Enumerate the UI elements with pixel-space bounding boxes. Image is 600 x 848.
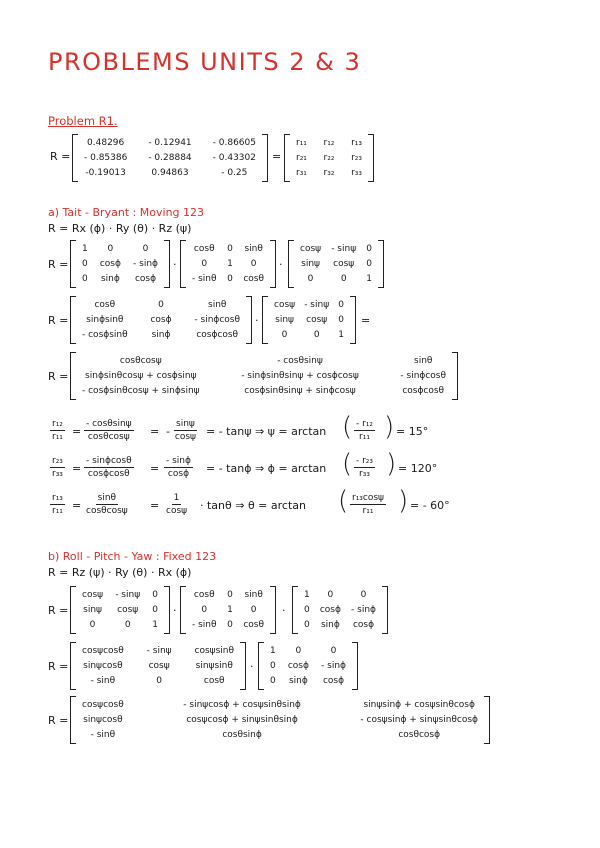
left-bracket [180,240,186,288]
matrix-cell: cosϕ [150,314,172,325]
left-bracket [70,642,76,690]
left-bracket [262,296,268,344]
matrix-cell: r₂₁ [296,152,307,163]
matrix-cell: 0 [201,604,208,615]
eq2-fraction-trig: $\frac{- \sin\phi\cos\theta}{\cos\phi\cos\theta}$ [86,456,132,479]
matrix-cell: sinθ [208,299,227,310]
matrix-cell: sinθ [414,355,433,366]
matrix-cell: cosψcosθ [82,645,124,656]
minus-sign: - [166,425,170,438]
equals-sign: = [72,425,82,438]
matrix-cell: 0.94863 [151,168,189,179]
eq2-result: = 120° [398,462,438,475]
part-a-rx-matrix [70,240,170,288]
matrix-cell: 1 [338,330,344,341]
matrix-cell: 0 [250,258,257,269]
matrix-cell: - sinθ [90,676,116,687]
matrix-cell: 1 [304,589,310,600]
given-matrix [72,134,268,182]
matrix-cell: cosθ [243,274,264,285]
eq3-arctan-argument: $\frac{\text{r₁₃cosψ}}{\text{r₁₁}}$ [352,493,384,516]
problem-label: Problem R1. [48,114,118,128]
right-bracket [352,642,358,690]
matrix-cell: - sinθ [90,730,116,741]
matrix-cell: cosψ [300,243,322,254]
right-paren: ) [384,412,395,442]
eq1-fraction-tan: $\frac{\sin\psi}{\cos\psi}$ [174,419,196,442]
matrix-cell: 0 [158,299,164,310]
left-bracket [70,296,76,344]
matrix-cell: 1 [227,604,233,615]
matrix-cell: 0 [307,274,314,285]
matrix-cell: 0 [227,620,233,631]
eq2-fraction-tan: $\frac{- \sin\phi}{\cos\phi}$ [166,456,191,479]
part-b-step2-label: R = [48,660,69,673]
matrix-cell: 0 [340,274,347,285]
part-a-ry-matrix [180,240,276,288]
matrix-cell: - 0.12941 [148,137,192,148]
matrix-cell: sinψ [275,314,294,325]
matrix-cell: 0 [338,314,344,325]
right-bracket [262,134,268,182]
eq3-fraction-r13-r11: $\frac{\text{r₁₃}}{\text{r₁₁}}$ [52,493,63,516]
r-element-matrix [284,134,374,182]
matrix-cell: cosϕ [134,274,157,285]
matrix-cell: cosψcosθ [82,699,124,710]
matrix-cell: cosθ [193,243,215,254]
eq1-result: = 15° [396,425,429,438]
left-bracket [180,586,186,634]
right-bracket [452,352,458,400]
matrix-cell: 1 [227,258,233,269]
left-bracket [72,134,78,182]
matrix-cell: 0 [270,676,276,687]
matrix-cell: sinϕ [100,274,120,285]
part-a-step2-label: R = [48,314,69,327]
matrix-cell: sinψcosθ [83,660,123,671]
matrix-cell: cosϕcosθ [196,330,239,341]
matrix-cell: cosψ [274,299,296,310]
matrix-cell: - sinϕ [133,258,158,269]
matrix-cell: cosθsinϕ [222,730,262,741]
matrix-cell: 0 [327,589,334,600]
matrix-cell: cosϕ [287,660,309,671]
part-b-rz-matrix [70,586,170,634]
left-bracket [70,696,76,744]
left-bracket [292,586,298,634]
left-bracket [258,642,264,690]
matrix-cell: sinψ [301,258,320,269]
matrix-cell: cosθ [94,299,116,310]
dot-operator: · [173,258,177,271]
left-paren: ( [338,486,349,516]
matrix-cell: - 0.86605 [212,137,256,148]
matrix-cell: 1 [270,645,276,656]
left-bracket [70,586,76,634]
right-bracket [382,586,388,634]
matrix-cell: cosϕ [99,258,121,269]
matrix-cell: 0 [304,604,310,615]
left-bracket [70,352,76,400]
part-a-formula: R = Rx (ϕ) · Ry (θ) · Rz (ψ) [48,222,192,235]
matrix-cell: cosθ [193,589,215,600]
matrix-cell: 0 [152,589,158,600]
matrix-cell: 1 [152,620,158,631]
matrix-cell: sinϕsinθcosψ + cosϕsinψ [85,370,197,381]
matrix-cell: r₁₂ [323,137,335,148]
matrix-cell: sinϕ [288,676,308,687]
matrix-cell: sinθ [244,589,263,600]
right-paren: ) [398,486,409,516]
matrix-cell: - cosϕsinθcosψ + sinϕsinψ [82,386,200,397]
eq3-tail: · tanθ ⇒ θ = arctan [200,499,306,512]
equals-sign: = [361,314,371,327]
eq2-fraction-r23-r33: $\frac{\text{r₂₃}}{\text{r₃₃}}$ [52,456,63,479]
page-title: PROBLEMS UNITS 2 & 3 [48,48,362,76]
left-bracket [70,240,76,288]
eq3-fraction-sec: $\frac{1}{\cos\psi}$ [166,493,188,516]
matrix-cell: r₃₂ [323,168,335,179]
matrix-cell: 0 [124,620,131,631]
right-bracket [368,134,374,182]
matrix-cell: cosθcosϕ [398,730,441,741]
equals-sign: = [72,462,82,475]
matrix-cell: - sinψ [115,589,141,600]
part-b-result-label: R = [48,714,69,727]
part-b-formula: R = Rz (ψ) · Ry (θ) · Rx (ϕ) [48,566,192,579]
matrix-cell: - sinψ [146,645,172,656]
matrix-cell: 0 [360,589,367,600]
part-b-step1-label: R = [48,604,69,617]
matrix-cell: - 0.43302 [212,152,256,163]
left-paren: ( [342,412,353,442]
matrix-cell: cosψ [306,314,328,325]
matrix-cell: cosψ [117,604,139,615]
matrix-cell: cosϕcosθ [402,386,445,397]
matrix-cell: 0 [201,258,208,269]
right-bracket [484,696,490,744]
right-bracket [164,240,170,288]
matrix-cell: sinϕ [320,620,340,631]
left-bracket [284,134,290,182]
right-bracket [240,642,246,690]
dot-operator: · [282,604,286,617]
equals-sign: = [72,499,82,512]
matrix-cell: 0 [270,660,276,671]
equals-sign: = [150,425,160,438]
part-a-rz-matrix-2 [262,296,356,344]
matrix-cell: - sinψcosϕ + cosψsinθsinϕ [183,699,301,710]
matrix-cell: sinθ [244,243,263,254]
dot-operator: · [255,314,259,327]
right-paren: ) [386,449,397,479]
matrix-cell: r₂₂ [323,152,335,163]
matrix-cell: sinψsinϕ + cosψsinθcosϕ [363,699,475,710]
matrix-cell: r₂₃ [351,152,362,163]
matrix-cell: 0 [227,274,233,285]
right-bracket [270,586,276,634]
matrix-cell: cosθcosψ [119,355,162,366]
matrix-cell: sinϕsinθ [86,314,124,325]
matrix-cell: - 0.85386 [84,152,128,163]
matrix-cell: sinϕ [151,330,171,341]
eq2-tail: = - tanϕ ⇒ ϕ = arctan [206,462,327,475]
matrix-cell: cosψcosϕ + sinψsinθsinϕ [186,714,298,725]
matrix-cell: cosθ [203,676,225,687]
matrix-cell: cosϕ [352,620,375,631]
matrix-cell: 0 [82,274,88,285]
part-a-step1-label: R = [48,258,69,271]
matrix-cell: cosθ [243,620,264,631]
dot-operator: · [173,604,177,617]
part-a-result-label: R = [48,370,69,383]
dot-operator: · [279,258,283,271]
matrix-cell: r₁₁ [296,137,307,148]
eq3-fraction-trig: $\frac{\sin\theta}{\cos\theta\cos\psi}$ [86,493,128,516]
matrix-cell: 0 [156,676,162,687]
matrix-cell: 1 [366,274,372,285]
matrix-cell: 0.48296 [87,137,125,148]
matrix-cell: 0 [227,243,233,254]
matrix-cell: 0 [338,299,344,310]
part-b-rx-matrix [292,586,388,634]
matrix-cell: r₃₁ [296,168,307,179]
matrix-cell: - sinθ [192,274,217,285]
left-bracket [288,240,294,288]
matrix-cell: cosϕ [319,604,341,615]
part-b-ry-matrix [180,586,276,634]
matrix-cell: - sinϕcosθ [194,314,240,325]
matrix-cell: - cosθsinψ [277,355,323,366]
matrix-cell: cosϕ [322,676,345,687]
matrix-cell: 0 [295,645,302,656]
left-paren: ( [342,449,353,479]
right-bracket [270,240,276,288]
equals-sign: = [150,499,160,512]
matrix-label: R = [50,150,71,163]
part-b-rx-matrix-2 [258,642,358,690]
part-a-rxry-matrix [70,296,252,344]
right-bracket [164,586,170,634]
matrix-cell: 0 [250,604,257,615]
matrix-cell: cosϕsinθsinψ + sinϕcosψ [244,386,356,397]
matrix-cell: r₃₃ [351,168,362,179]
part-b-rzry-matrix [70,642,246,690]
matrix-cell: 0 [227,589,233,600]
matrix-cell: cosψsinθ [194,645,234,656]
matrix-cell: 0 [366,243,372,254]
eq2-arctan-argument: $\frac{\text{- r₂₃}}{\text{r₃₃}}$ [356,456,374,479]
matrix-cell: 0 [281,330,288,341]
matrix-cell: -0.19013 [85,168,126,179]
matrix-cell: cosψ [82,589,104,600]
matrix-cell: cosψ [148,660,170,671]
matrix-cell: sinψcosθ [83,714,123,725]
matrix-cell: sinψ [83,604,102,615]
matrix-cell: - 0.28884 [148,152,192,163]
matrix-cell: 0 [366,258,372,269]
matrix-cell: 0 [107,243,114,254]
right-bracket [378,240,384,288]
matrix-cell: 0 [89,620,96,631]
matrix-cell: 0 [82,258,88,269]
eq3-result: = - 60° [410,499,450,512]
right-bracket [246,296,252,344]
eq1-fraction-r12-r11: $\frac{\text{r₁₂}}{\text{r₁₁}}$ [52,419,63,442]
dot-operator: · [250,660,254,673]
eq1-tail: = - tanψ ⇒ ψ = arctan [206,425,327,438]
matrix-cell: r₁₃ [351,137,362,148]
matrix-cell: - sinϕ [321,660,346,671]
matrix-cell: 0 [304,620,310,631]
matrix-cell: 0 [142,243,149,254]
part-b-result-matrix [70,696,490,744]
part-a-result-matrix [70,352,458,400]
matrix-cell: - cosψsinϕ + sinψsinθcosϕ [360,714,478,725]
equals-sign: = [150,462,160,475]
right-bracket [350,296,356,344]
matrix-cell: 0 [313,330,320,341]
matrix-cell: 0 [152,604,158,615]
eq1-fraction-trig: $\frac{- \cos\theta\sin\psi}{\cos\theta\cos\psi}$ [86,419,132,442]
matrix-cell: - sinϕsinθsinψ + cosϕcosψ [241,370,359,381]
matrix-cell: 1 [82,243,88,254]
matrix-cell: 0 [330,645,337,656]
equals-sign: = [272,150,282,163]
matrix-cell: sinψsinθ [195,660,233,671]
part-a-heading: a) Tait - Bryant : Moving 123 [48,206,205,219]
matrix-cell: - cosϕsinθ [82,330,128,341]
matrix-cell: cosψ [333,258,355,269]
matrix-cell: - sinθ [192,620,217,631]
part-b-heading: b) Roll - Pitch - Yaw : Fixed 123 [48,550,217,563]
matrix-cell: - sinψ [304,299,330,310]
eq1-arctan-argument: $\frac{\text{- r₁₂}}{\text{r₁₁}}$ [356,419,374,442]
matrix-cell: - sinϕ [351,604,376,615]
matrix-cell: - 0.25 [221,168,248,179]
part-a-rz-matrix [288,240,384,288]
matrix-cell: - sinψ [331,243,357,254]
matrix-cell: - sinϕcosθ [400,370,446,381]
